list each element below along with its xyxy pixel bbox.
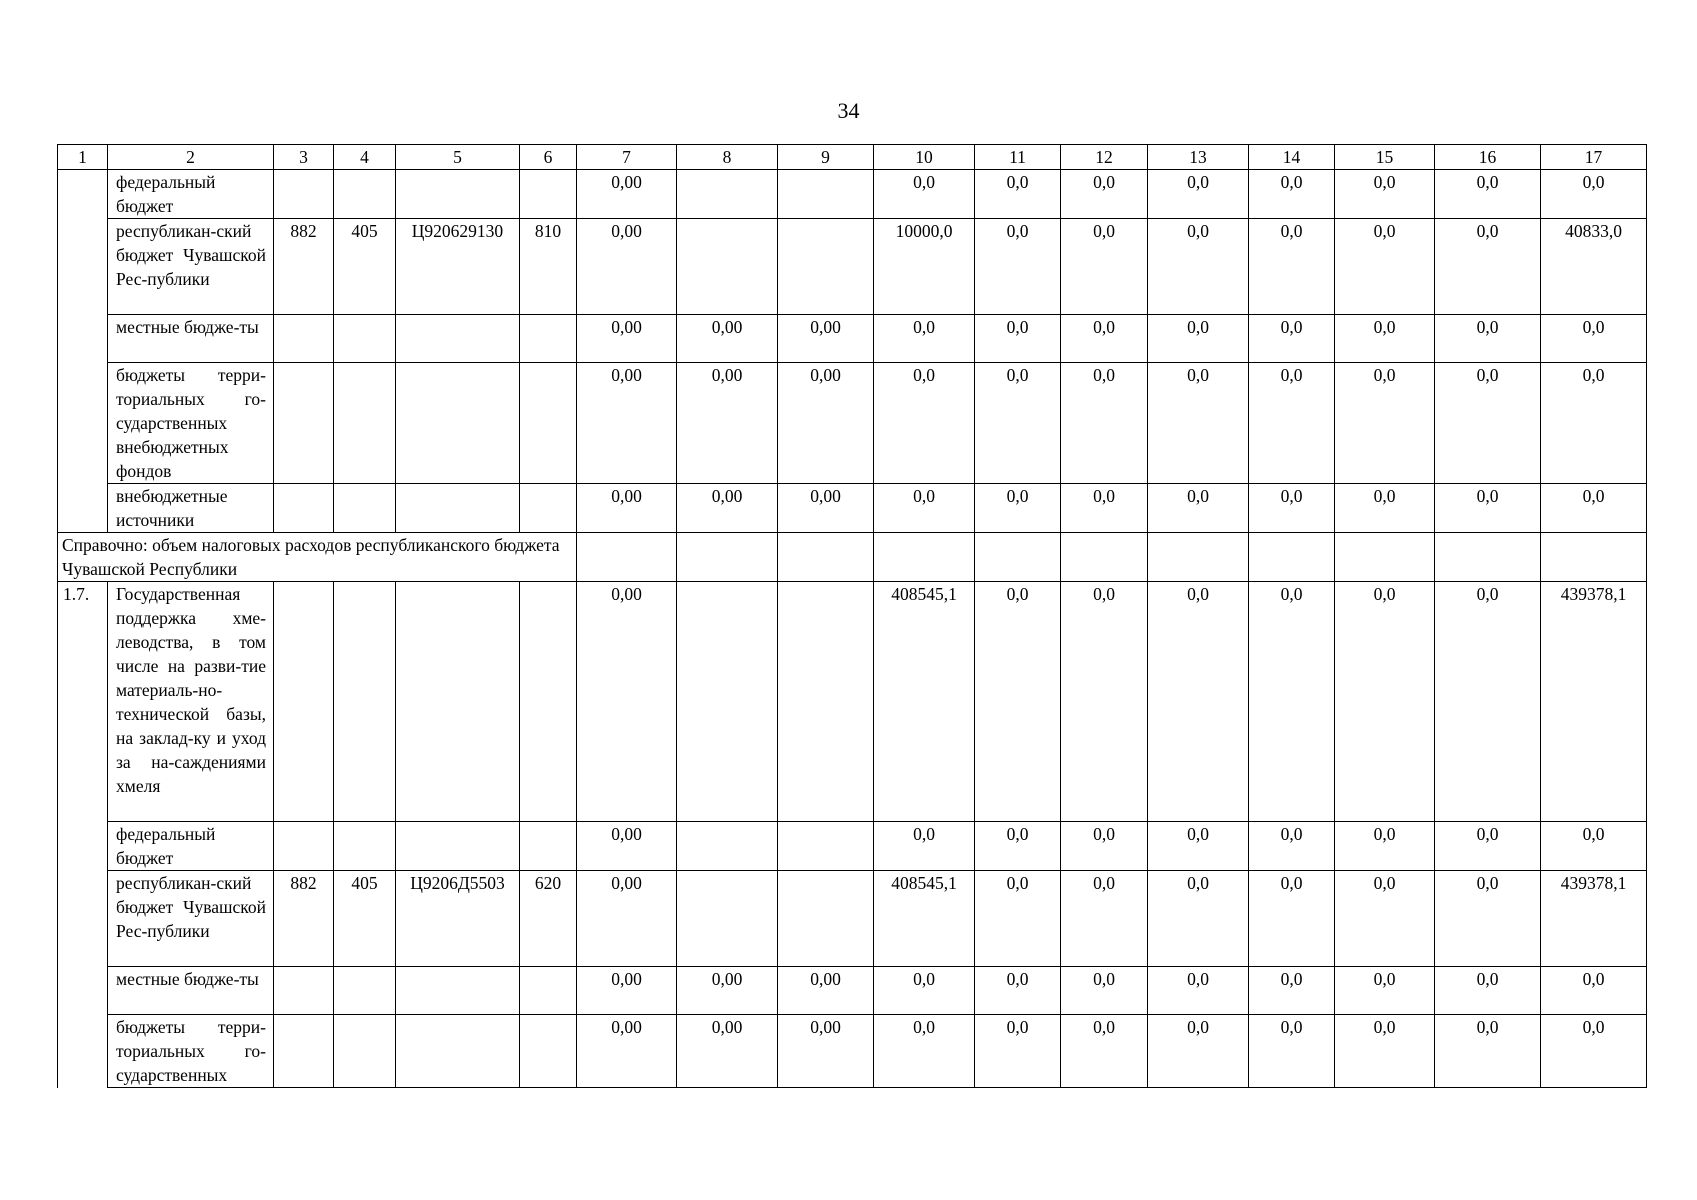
cell-col12: 0,0	[1061, 582, 1148, 822]
empty-cell	[1061, 533, 1148, 582]
cell-col13: 0,0	[1148, 967, 1249, 1015]
column-header: 12	[1061, 145, 1148, 170]
cell-col16: 0,0	[1435, 1015, 1541, 1088]
cell-col7: 0,00	[577, 315, 677, 363]
cell-col15: 0,0	[1335, 363, 1435, 484]
cell-col11: 0,0	[975, 582, 1061, 822]
row-id	[58, 871, 108, 967]
cell-col6	[520, 822, 577, 871]
cell-col12: 0,0	[1061, 170, 1148, 219]
column-header: 9	[778, 145, 874, 170]
table-row	[58, 170, 1647, 219]
cell-col5: Ц920629130	[396, 219, 520, 315]
funding-source: местные бюдже-ты	[108, 967, 274, 1015]
column-header: 14	[1249, 145, 1335, 170]
cell-col16: 0,0	[1435, 363, 1541, 484]
column-header: 7	[577, 145, 677, 170]
funding-source: Государственная поддержка хме-леводства, в том числе на разви-тие материаль-но-технической базы, на заклад-ку и уход за на-саждениями хмеля	[108, 582, 274, 822]
cell-col12: 0,0	[1061, 1015, 1148, 1088]
cell-col7: 0,00	[577, 871, 677, 967]
cell-col4	[334, 822, 396, 871]
cell-col12: 0,0	[1061, 315, 1148, 363]
row-id: 1.7.	[58, 582, 108, 822]
table-row	[58, 315, 1647, 363]
cell-col9: 0,00	[778, 363, 874, 484]
cell-col4	[334, 315, 396, 363]
cell-col11: 0,0	[975, 484, 1061, 533]
cell-col10: 0,0	[874, 484, 975, 533]
cell-col16: 0,0	[1435, 484, 1541, 533]
row-id	[58, 363, 108, 484]
cell-col5	[396, 363, 520, 484]
empty-cell	[1435, 533, 1541, 582]
row-id	[58, 170, 108, 219]
cell-col15: 0,0	[1335, 967, 1435, 1015]
cell-col5	[396, 1015, 520, 1088]
column-header: 8	[677, 145, 778, 170]
cell-col3: 882	[274, 219, 334, 315]
cell-col16: 0,0	[1435, 219, 1541, 315]
column-header: 15	[1335, 145, 1435, 170]
cell-col11: 0,0	[975, 219, 1061, 315]
cell-col9	[778, 871, 874, 967]
cell-col4: 405	[334, 219, 396, 315]
cell-col7: 0,00	[577, 967, 677, 1015]
cell-col17: 0,0	[1541, 484, 1647, 533]
cell-col13: 0,0	[1148, 822, 1249, 871]
row-id	[58, 484, 108, 533]
page-number: 34	[837, 98, 860, 123]
cell-col7: 0,00	[577, 582, 677, 822]
cell-col6	[520, 582, 577, 822]
cell-col17: 40833,0	[1541, 219, 1647, 315]
cell-col11: 0,0	[975, 170, 1061, 219]
table-row	[58, 484, 1647, 533]
cell-col8	[677, 219, 778, 315]
column-header: 2	[108, 145, 274, 170]
cell-col8	[677, 170, 778, 219]
cell-col5	[396, 822, 520, 871]
cell-col12: 0,0	[1061, 967, 1148, 1015]
cell-col8	[677, 582, 778, 822]
cell-col3	[274, 315, 334, 363]
funding-source: федеральный бюджет	[108, 170, 274, 219]
cell-col3	[274, 822, 334, 871]
cell-col8: 0,00	[677, 484, 778, 533]
cell-col4	[334, 1015, 396, 1088]
cell-col6	[520, 170, 577, 219]
cell-col14: 0,0	[1249, 871, 1335, 967]
column-header: 13	[1148, 145, 1249, 170]
cell-col4	[334, 582, 396, 822]
cell-col17: 0,0	[1541, 170, 1647, 219]
cell-col6: 620	[520, 871, 577, 967]
table-row	[58, 871, 1647, 967]
empty-cell	[778, 533, 874, 582]
cell-col8: 0,00	[677, 363, 778, 484]
cell-col6	[520, 484, 577, 533]
table-row	[58, 363, 1647, 484]
empty-cell	[1249, 533, 1335, 582]
cell-col14: 0,0	[1249, 315, 1335, 363]
cell-col17: 0,0	[1541, 363, 1647, 484]
cell-col10: 0,0	[874, 170, 975, 219]
funding-source: местные бюдже-ты	[108, 315, 274, 363]
empty-cell	[1335, 533, 1435, 582]
cell-col10: 0,0	[874, 315, 975, 363]
cell-col16: 0,0	[1435, 315, 1541, 363]
cell-col15: 0,0	[1335, 484, 1435, 533]
cell-col17: 0,0	[1541, 1015, 1647, 1088]
cell-col13: 0,0	[1148, 170, 1249, 219]
cell-col12: 0,0	[1061, 363, 1148, 484]
empty-cell	[577, 533, 677, 582]
cell-col16: 0,0	[1435, 582, 1541, 822]
row-id	[58, 967, 108, 1015]
cell-col7: 0,00	[577, 1015, 677, 1088]
cell-col16: 0,0	[1435, 967, 1541, 1015]
cell-col3	[274, 363, 334, 484]
cell-col9: 0,00	[778, 315, 874, 363]
cell-col10: 408545,1	[874, 582, 975, 822]
column-header: 11	[975, 145, 1061, 170]
cell-col8: 0,00	[677, 967, 778, 1015]
cell-col3	[274, 967, 334, 1015]
table-row	[58, 822, 1647, 871]
cell-col9	[778, 219, 874, 315]
budget-table	[57, 144, 1647, 1088]
cell-col7: 0,00	[577, 170, 677, 219]
cell-col15: 0,0	[1335, 315, 1435, 363]
cell-col17: 0,0	[1541, 315, 1647, 363]
table-header-row	[58, 145, 1647, 170]
row-id	[58, 315, 108, 363]
cell-col13: 0,0	[1148, 582, 1249, 822]
cell-col4	[334, 170, 396, 219]
funding-source: внебюджетные источники	[108, 484, 274, 533]
cell-col13: 0,0	[1148, 315, 1249, 363]
cell-col10: 0,0	[874, 363, 975, 484]
cell-col14: 0,0	[1249, 484, 1335, 533]
cell-col17: 439378,1	[1541, 871, 1647, 967]
cell-col11: 0,0	[975, 871, 1061, 967]
cell-col15: 0,0	[1335, 822, 1435, 871]
cell-col6: 810	[520, 219, 577, 315]
table-row	[58, 582, 1647, 822]
cell-col5	[396, 315, 520, 363]
cell-col5	[396, 582, 520, 822]
cell-col13: 0,0	[1148, 484, 1249, 533]
row-id	[58, 822, 108, 871]
cell-col11: 0,0	[975, 967, 1061, 1015]
cell-col4	[334, 484, 396, 533]
funding-source: бюджеты терри-ториальных го-сударственных внебюджетных фондов	[108, 363, 274, 484]
cell-col9	[778, 582, 874, 822]
cell-col17: 439378,1	[1541, 582, 1647, 822]
cell-col8	[677, 822, 778, 871]
column-header: 6	[520, 145, 577, 170]
funding-source: бюджеты терри-ториальных го-сударственных	[108, 1015, 274, 1088]
cell-col15: 0,0	[1335, 219, 1435, 315]
column-header: 10	[874, 145, 975, 170]
cell-col12: 0,0	[1061, 822, 1148, 871]
cell-col7: 0,00	[577, 219, 677, 315]
cell-col5	[396, 484, 520, 533]
cell-col9: 0,00	[778, 1015, 874, 1088]
column-header: 4	[334, 145, 396, 170]
empty-cell	[1148, 533, 1249, 582]
cell-col13: 0,0	[1148, 219, 1249, 315]
funding-source: федеральный бюджет	[108, 822, 274, 871]
cell-col9: 0,00	[778, 484, 874, 533]
row-id	[58, 219, 108, 315]
cell-col14: 0,0	[1249, 1015, 1335, 1088]
cell-col14: 0,0	[1249, 967, 1335, 1015]
cell-col13: 0,0	[1148, 1015, 1249, 1088]
cell-col4	[334, 967, 396, 1015]
table-row	[58, 219, 1647, 315]
cell-col9: 0,00	[778, 967, 874, 1015]
cell-col14: 0,0	[1249, 363, 1335, 484]
empty-cell	[1541, 533, 1647, 582]
cell-col15: 0,0	[1335, 170, 1435, 219]
cell-col15: 0,0	[1335, 582, 1435, 822]
reference-note: Справочно: объем налоговых расходов республиканского бюджета Чувашской Республики	[58, 533, 577, 582]
reference-note-row	[58, 533, 1647, 582]
cell-col16: 0,0	[1435, 170, 1541, 219]
cell-col11: 0,0	[975, 315, 1061, 363]
cell-col10: 0,0	[874, 822, 975, 871]
cell-col9	[778, 822, 874, 871]
funding-source: республикан-ский бюджет Чувашской Рес-публики	[108, 871, 274, 967]
cell-col16: 0,0	[1435, 871, 1541, 967]
cell-col5: Ц9206Д5503	[396, 871, 520, 967]
cell-col3	[274, 582, 334, 822]
cell-col14: 0,0	[1249, 822, 1335, 871]
empty-cell	[677, 533, 778, 582]
cell-col8	[677, 871, 778, 967]
cell-col3: 882	[274, 871, 334, 967]
cell-col12: 0,0	[1061, 219, 1148, 315]
column-header: 16	[1435, 145, 1541, 170]
empty-cell	[874, 533, 975, 582]
cell-col13: 0,0	[1148, 363, 1249, 484]
cell-col15: 0,0	[1335, 871, 1435, 967]
empty-cell	[975, 533, 1061, 582]
cell-col3	[274, 1015, 334, 1088]
cell-col10: 0,0	[874, 1015, 975, 1088]
cell-col10: 0,0	[874, 967, 975, 1015]
column-header: 1	[58, 145, 108, 170]
cell-col17: 0,0	[1541, 822, 1647, 871]
cell-col4	[334, 363, 396, 484]
cell-col14: 0,0	[1249, 219, 1335, 315]
cell-col6	[520, 363, 577, 484]
cell-col14: 0,0	[1249, 582, 1335, 822]
table-row	[58, 1015, 1647, 1088]
cell-col12: 0,0	[1061, 871, 1148, 967]
funding-source: республикан-ский бюджет Чувашской Рес-публики	[108, 219, 274, 315]
table-row	[58, 967, 1647, 1015]
column-header: 17	[1541, 145, 1647, 170]
cell-col6	[520, 967, 577, 1015]
column-header: 3	[274, 145, 334, 170]
cell-col3	[274, 484, 334, 533]
cell-col7: 0,00	[577, 484, 677, 533]
cell-col7: 0,00	[577, 363, 677, 484]
cell-col8: 0,00	[677, 1015, 778, 1088]
cell-col7: 0,00	[577, 822, 677, 871]
cell-col10: 10000,0	[874, 219, 975, 315]
cell-col13: 0,0	[1148, 871, 1249, 967]
cell-col14: 0,0	[1249, 170, 1335, 219]
row-id	[58, 1015, 108, 1088]
column-header: 5	[396, 145, 520, 170]
cell-col12: 0,0	[1061, 484, 1148, 533]
cell-col11: 0,0	[975, 1015, 1061, 1088]
cell-col17: 0,0	[1541, 967, 1647, 1015]
cell-col3	[274, 170, 334, 219]
cell-col6	[520, 315, 577, 363]
cell-col11: 0,0	[975, 822, 1061, 871]
cell-col4: 405	[334, 871, 396, 967]
cell-col15: 0,0	[1335, 1015, 1435, 1088]
cell-col10: 408545,1	[874, 871, 975, 967]
cell-col9	[778, 170, 874, 219]
cell-col6	[520, 1015, 577, 1088]
cell-col16: 0,0	[1435, 822, 1541, 871]
cell-col8: 0,00	[677, 315, 778, 363]
cell-col5	[396, 967, 520, 1015]
cell-col11: 0,0	[975, 363, 1061, 484]
cell-col5	[396, 170, 520, 219]
